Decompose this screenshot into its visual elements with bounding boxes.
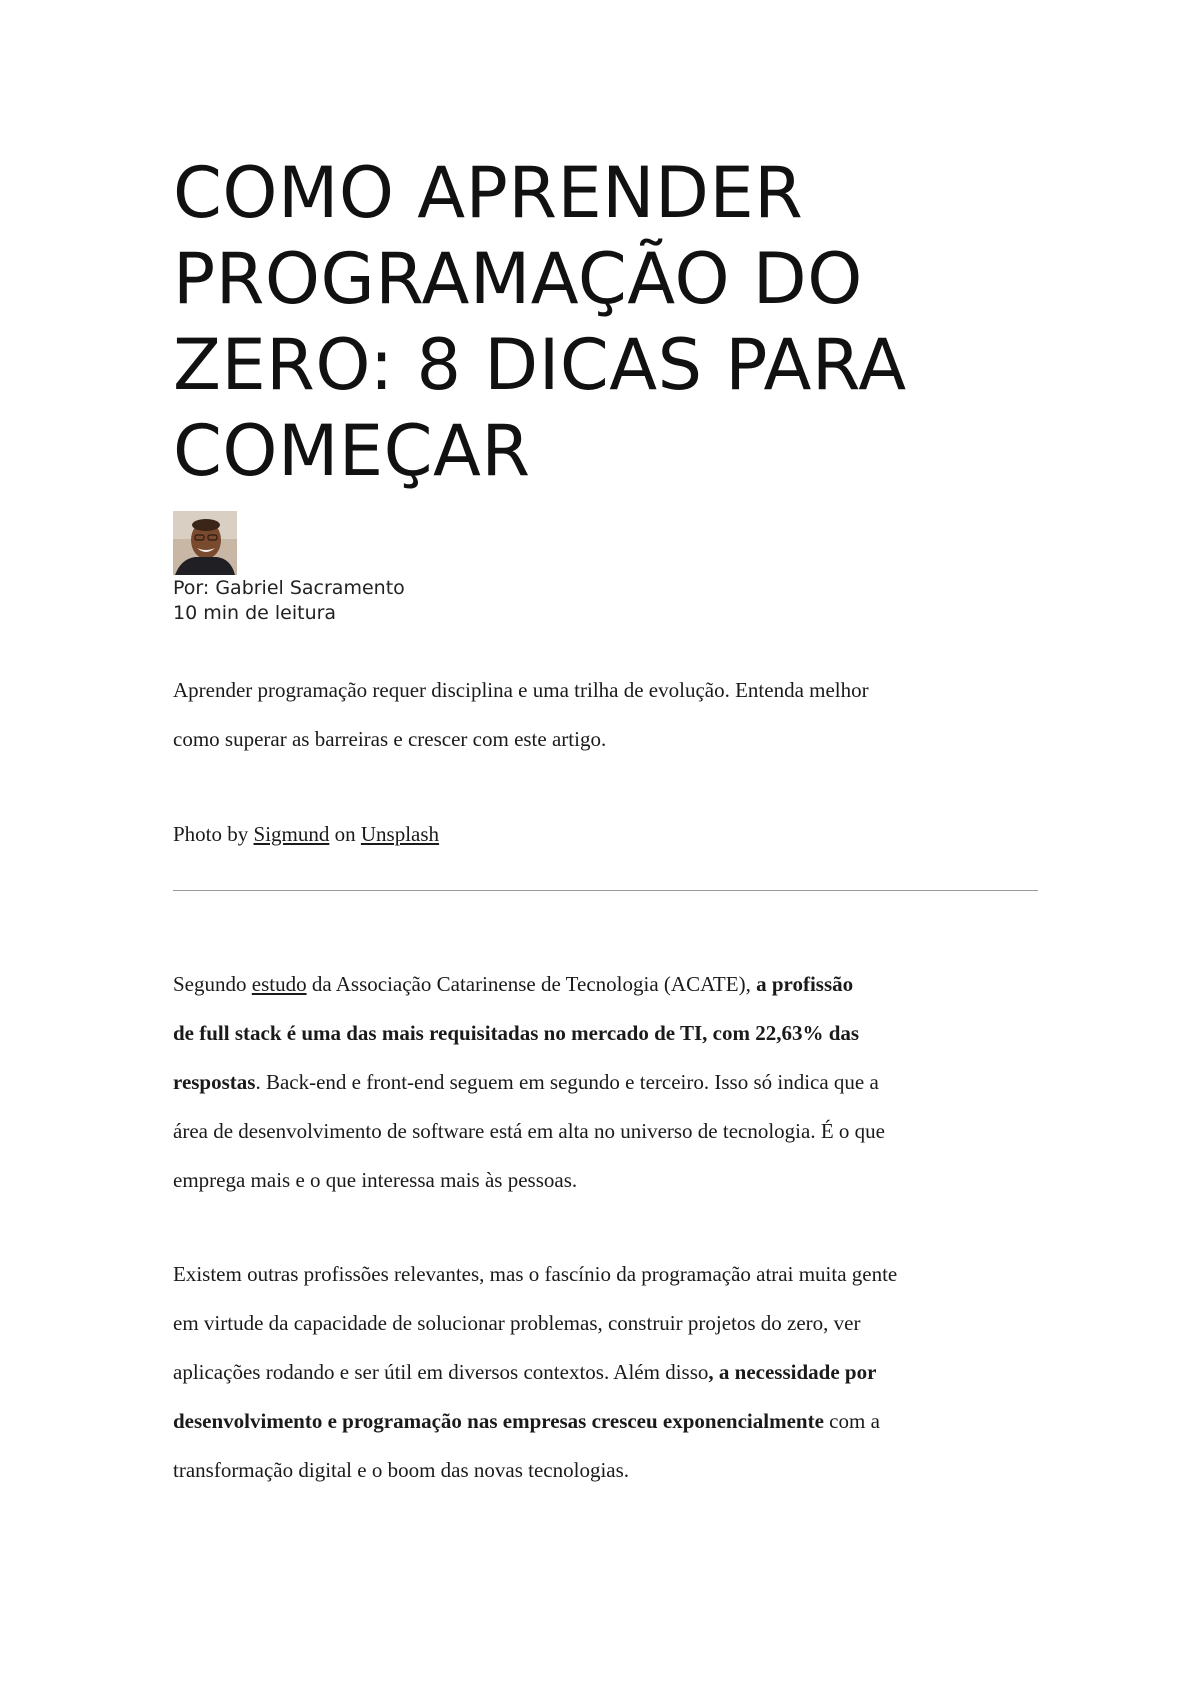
photo-credit: [173, 810, 1053, 859]
text-run: Segundo: [173, 972, 252, 996]
paragraph-line: emprega mais e o que interessa mais às pessoas.: [173, 1168, 578, 1192]
title-line: PROGRAMAÇÃO DO: [173, 238, 863, 320]
text-run: com a: [823, 1409, 880, 1433]
intro-line: Aprender programação requer disciplina e uma trilha de evolução. Entenda melhor: [173, 678, 869, 702]
text-run: . Back-end e front-end seguem em segundo e terceiro. Isso só indica que a: [255, 1070, 879, 1094]
section-divider: [173, 890, 1038, 891]
paragraph-line: em virtude da capacidade de solucionar problemas, construir projetos do zero, ver: [173, 1311, 861, 1335]
intro-line: como superar as barreiras e crescer com este artigo.: [173, 727, 607, 751]
bold-text-run: a profissão: [756, 972, 854, 996]
paragraph-line: [173, 1348, 1053, 1397]
photographer-link[interactable]: Sigmund: [253, 822, 330, 846]
title-line: COMEÇAR: [173, 410, 531, 492]
author-photo-icon: [173, 511, 237, 575]
title-line: COMO APRENDER: [173, 152, 804, 234]
paragraph-line: [173, 1009, 1053, 1058]
author-avatar: [173, 511, 237, 575]
bold-text-run: desenvolvimento e programação nas empresas cresceu exponencialmente: [173, 1409, 824, 1433]
photo-credit-line: [173, 810, 1053, 859]
title-line: ZERO: 8 DICAS PARA: [173, 324, 907, 406]
bold-text-run: de full stack é uma das mais requisitadas no mercado de TI, com 22,63% das: [173, 1021, 860, 1045]
article-title: [173, 150, 1038, 494]
author-name: Por: Gabriel Sacramento: [173, 577, 405, 599]
unsplash-link[interactable]: Unsplash: [360, 822, 440, 846]
study-link[interactable]: estudo: [251, 972, 307, 996]
paragraph-line: [173, 1397, 1053, 1446]
photo-credit-prefix: Photo by: [173, 822, 254, 846]
paragraph-line: transformação digital e o boom das novas tecnologias.: [173, 1458, 630, 1482]
text-run: aplicações rodando e ser útil em diversos contextos. Além disso: [173, 1360, 709, 1384]
intro-paragraph: [173, 666, 1053, 764]
photo-credit-middle: on: [329, 822, 361, 846]
bold-text-run: , a necessidade por: [708, 1360, 877, 1384]
paragraph-line: [173, 1058, 1053, 1107]
body-paragraph-2: [173, 1250, 1053, 1495]
paragraph-line: [173, 960, 1053, 1009]
text-run: da Associação Catarinense de Tecnologia (ACATE),: [306, 972, 757, 996]
paragraph-line: área de desenvolvimento de software está em alta no universo de tecnologia. É o que: [173, 1119, 885, 1143]
paragraph-line: Existem outras profissões relevantes, mas o fascínio da programação atrai muita gente: [173, 1262, 898, 1286]
body-paragraph-1: [173, 960, 1053, 1205]
byline: [173, 576, 405, 626]
bold-text-run: respostas: [173, 1070, 256, 1094]
reading-time: 10 min de leitura: [173, 602, 337, 624]
